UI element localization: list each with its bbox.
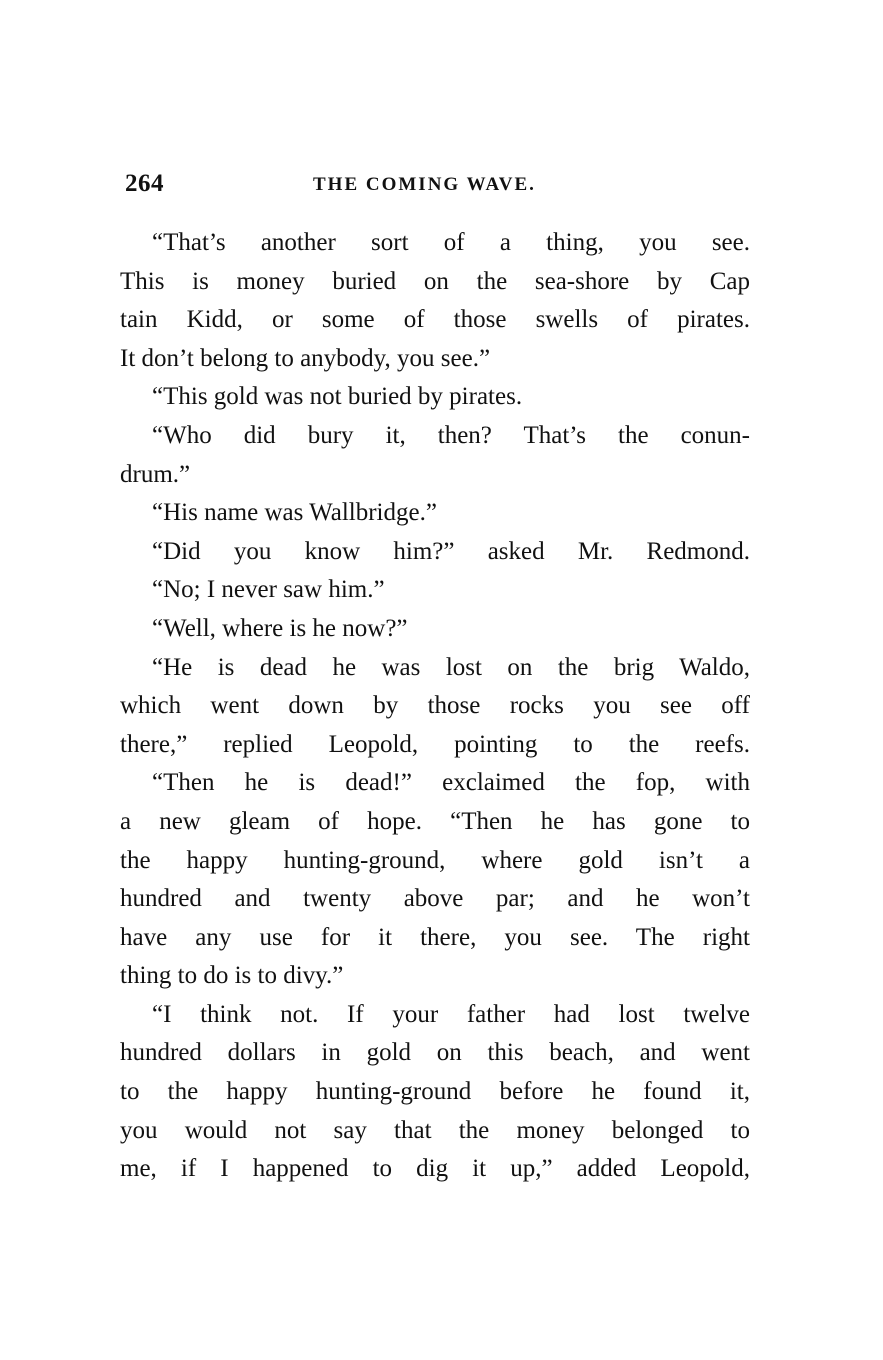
text-line: have any use for it there, you see. The right (120, 923, 750, 951)
text-line: me, if I happened to dig it up,” added Leopold, (120, 1155, 750, 1183)
text-line: “His name was Wallbridge.” (152, 499, 437, 527)
text-line: drum.” (120, 460, 191, 488)
running-head (125, 170, 750, 202)
text-line: thing to do is to divy.” (120, 962, 344, 990)
text-line: “Did you know him?” asked Mr. Redmond. (152, 537, 750, 565)
text-line: which went down by those rocks you see off (120, 692, 750, 720)
text-line: “No; I never saw him.” (152, 576, 385, 604)
text-line: “That’s another sort of a thing, you see. (152, 229, 750, 256)
text-line: This is money buried on the sea-shore by Cap (120, 267, 750, 295)
text-line: “Then he is dead!” exclaimed the fop, with (152, 769, 750, 797)
text-line: hundred dollars in gold on this beach, and went (120, 1039, 750, 1067)
text-line: you would not say that the money belonged to (120, 1116, 750, 1144)
text-line: It don’t belong to anybody, you see.” (120, 344, 491, 372)
text-line: “This gold was not buried by pirates. (152, 383, 523, 411)
text-line: “He is dead he was lost on the brig Waldo, (152, 653, 750, 681)
page-number: 264 (125, 170, 164, 197)
text-line: to the happy hunting-ground before he found it, (120, 1078, 750, 1106)
text-line: tain Kidd, or some of those swells of pirates. (120, 306, 750, 334)
running-title: THE COMING WAVE. (313, 174, 536, 195)
text-line: there,” replied Leopold, pointing to the reefs. (120, 730, 750, 758)
text-line: a new gleam of hope. “Then he has gone to (120, 807, 750, 835)
text-line: hundred and twenty above par; and he won’t (120, 885, 750, 913)
text-line: “Who did bury it, then? That’s the conun- (152, 421, 750, 449)
text-line: “I think not. If your father had lost twelve (152, 1000, 750, 1028)
body-text (120, 224, 750, 1189)
text-line: the happy hunting-ground, where gold isn’t a (120, 846, 750, 874)
text-line: “Well, where is he now?” (152, 614, 408, 642)
